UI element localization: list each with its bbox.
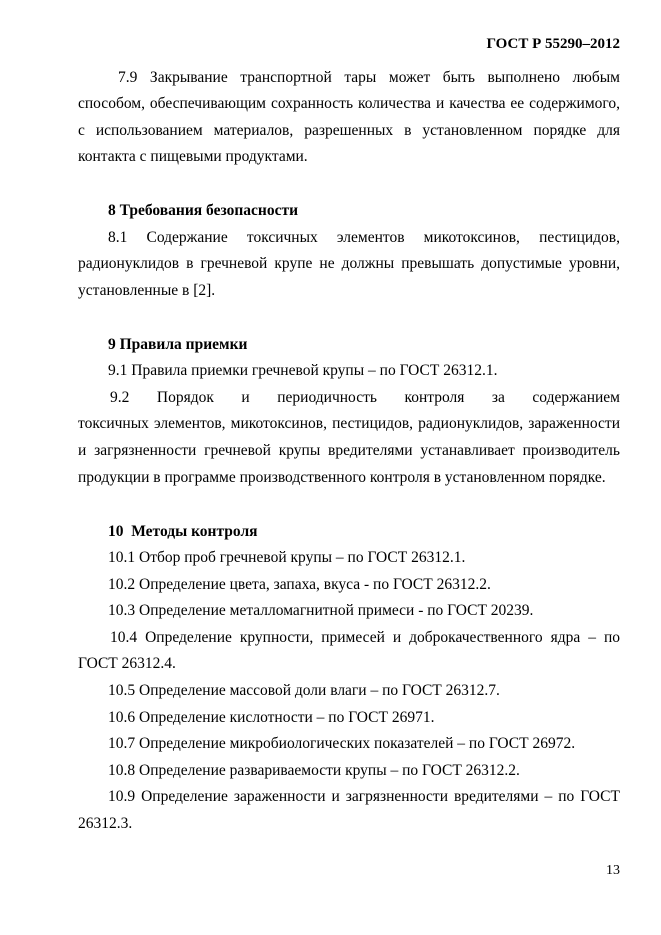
paragraph-10-9-line: 10.9 Определение зараженности и загрязненности вредителями – по ГОСТ xyxy=(108,788,620,805)
paragraph-10-4-line: 10.4 Определение крупности, примесей и доброкачественного ядра – по xyxy=(110,629,620,646)
paragraph-10-8: 10.8 Определение развариваемости крупы – по ГОСТ 26312.2. xyxy=(108,762,520,779)
paragraph-9-2-line: продукции в программе производственного контроля в установленном порядке. xyxy=(78,469,606,486)
paragraph-10-9-line: 26312.3. xyxy=(78,815,133,832)
paragraph-7-9-line: с использованием материалов, разрешенных в установленном порядке для xyxy=(78,122,620,139)
paragraph-8-1-line: 8.1 Содержание токсичных элементов микотоксинов, пестицидов, xyxy=(108,229,620,246)
paragraph-10-2: 10.2 Определение цвета, запаха, вкуса - по ГОСТ 26312.2. xyxy=(108,576,491,593)
paragraph-10-5: 10.5 Определение массовой доли влаги – по ГОСТ 26312.7. xyxy=(108,682,500,699)
paragraph-9-1: 9.1 Правила приемки гречневой крупы – по ГОСТ 26312.1. xyxy=(108,362,498,379)
paragraph-7-9-line: контакта с пищевыми продуктами. xyxy=(78,148,308,165)
paragraph-7-9-line: способом, обеспечивающим сохранность количества и качества ее содержимого, xyxy=(78,95,620,112)
paragraph-10-6: 10.6 Определение кислотности – по ГОСТ 26971. xyxy=(108,709,435,726)
paragraph-9-2-line: и загрязненности гречневой крупы вредителями устанавливает производитель xyxy=(78,442,620,459)
section-heading-8: 8 Требования безопасности xyxy=(108,202,299,219)
paragraph-10-4-line: ГОСТ 26312.4. xyxy=(78,655,176,672)
paragraph-10-3: 10.3 Определение металломагнитной примеси - по ГОСТ 20239. xyxy=(108,602,534,619)
paragraph-10-1: 10.1 Отбор проб гречневой крупы – по ГОСТ 26312.1. xyxy=(108,549,466,566)
paragraph-8-1-line: установленные в [2]. xyxy=(78,282,216,299)
paragraph-9-2-line: 9.2 Порядок и периодичность контроля за содержанием xyxy=(110,389,620,406)
paragraph-10-7: 10.7 Определение микробиологических показателей – по ГОСТ 26972. xyxy=(108,735,576,752)
section-heading-9: 9 Правила приемки xyxy=(108,336,248,353)
paragraph-8-1-line: радионуклидов в гречневой крупе не должны превышать допустимые уровни, xyxy=(78,255,620,272)
paragraph-9-2-line: токсичных элементов, микотоксинов, пестицидов, радионуклидов, зараженности xyxy=(78,415,620,432)
page-number: 13 xyxy=(606,863,620,878)
document-header: ГОСТ Р 55290–2012 xyxy=(486,36,620,52)
paragraph-7-9-line: 7.9 Закрывание транспортной тары может быть выполнено любым xyxy=(118,69,620,86)
section-heading-10: 10 Методы контроля xyxy=(108,523,258,540)
